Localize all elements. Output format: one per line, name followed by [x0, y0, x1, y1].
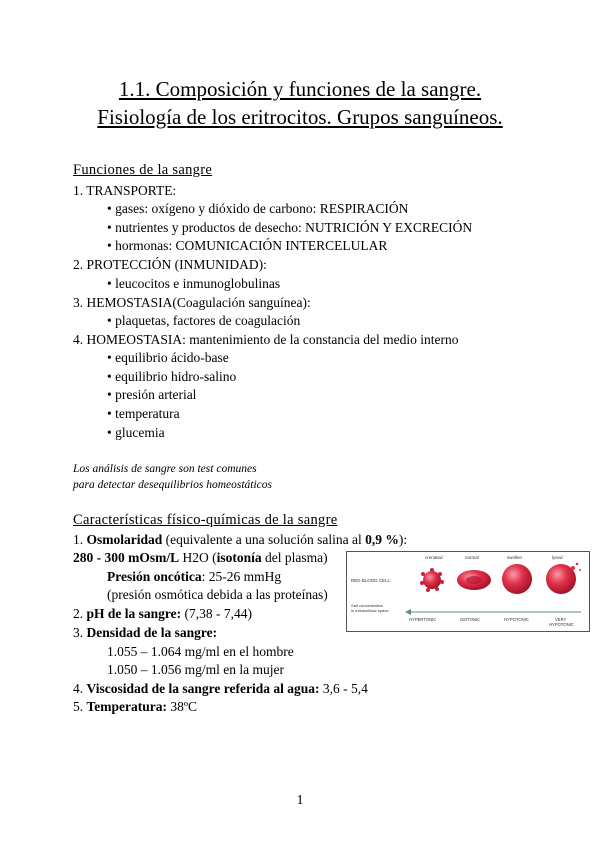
arrow-label-1: Salt concentration: [351, 603, 384, 608]
osmolaridad-label: Osmolaridad: [86, 532, 163, 547]
bullet-hormonas: • hormonas: COMUNICACIÓN INTERCELULAR: [107, 238, 388, 253]
ph-line: 2. pH de la sangre: (7,38 - 7,44): [73, 606, 253, 621]
item-proteccion: 2. PROTECCIÓN (INMUNIDAD):: [73, 257, 267, 272]
item-homeostasia: 4. HOMEOSTASIA: mantenimiento de la constancia del medio interno: [73, 332, 459, 347]
state-label-normal: normal: [465, 555, 479, 560]
tonicity-hypertonic: HYPERTONIC: [409, 617, 437, 622]
page-number: 1: [296, 793, 304, 808]
tonicity-very: VERY: [555, 617, 567, 622]
note-line-1: Los análisis de sangre son test comunes: [73, 463, 257, 475]
swollen-cell-icon: [502, 564, 532, 594]
crenated-cell-icon: [420, 568, 444, 592]
tonicity-hypotonic: HYPOTONIC: [504, 617, 529, 622]
bullet-acido-base: • equilibrio ácido-base: [107, 350, 229, 365]
presion-oncotica-line: Presión oncótica: 25-26 mmHg: [107, 569, 282, 584]
densidad-line: 3. Densidad de la sangre:: [73, 625, 218, 640]
arrow-label-2: in extracellular space: [351, 608, 389, 613]
bullet-plaquetas: • plaquetas, factores de coagulación: [107, 313, 301, 328]
bullet-glucemia: • glucemia: [107, 425, 165, 440]
bullet-gases: • gases: oxígeno y dióxido de carbono: RESPIRACIÓN: [107, 201, 409, 216]
note-line-2: para detectar desequilibrios homeostáticos: [73, 479, 272, 491]
bullet-temperatura: • temperatura: [107, 406, 180, 421]
section-heading-caracteristicas: Características físico-químicas de la sangre: [73, 512, 338, 528]
item-transporte: 1. TRANSPORTE:: [73, 183, 177, 198]
salt-gradient-arrowhead-icon: [405, 609, 411, 615]
red-blood-cell-tonicity-figure: [346, 551, 590, 632]
section-heading-funciones: Funciones de la sangre: [73, 162, 213, 178]
row-label-red-blood-cell: RED BLOOD CELL:: [351, 578, 392, 583]
temperatura-line: 5. Temperatura: 38ºC: [73, 699, 198, 714]
state-label-lysed: lysed: [552, 555, 563, 560]
state-label-crenated: crenated: [425, 555, 443, 560]
bullet-leucocitos: • leucocitos e inmunoglobulinas: [107, 276, 281, 291]
bullet-hidro-salino: • equilibrio hidro-salino: [107, 369, 237, 384]
bullet-nutrientes: • nutrientes y productos de desecho: NUTRICIÓN Y EXCRECIÓN: [107, 220, 473, 235]
state-label-swollen: swollen: [507, 555, 523, 560]
lysed-cell-icon: [546, 563, 581, 594]
densidad-mujer: 1.050 – 1.056 mg/ml en la mujer: [107, 662, 284, 677]
presion-oncotica-note: (presión osmótica debida a las proteínas): [107, 587, 328, 602]
item-hemostasia: 3. HEMOSTASIA(Coagulación sanguínea):: [73, 295, 311, 310]
viscosidad-line: 4. Viscosidad de la sangre referida al agua: 3,6 - 5,4: [73, 681, 368, 696]
osmolaridad-value-line: 280 - 300 mOsm/L H2O (isotonía del plasma): [73, 550, 328, 565]
tonicity-very-hypotonic: HYPOTONIC: [549, 622, 574, 627]
osmolaridad-line: 1. Osmolaridad (equivalente a una solución salina al 0,9 %):: [73, 532, 408, 547]
densidad-hombre: 1.055 – 1.064 mg/ml en el hombre: [107, 644, 294, 659]
bullet-presion-arterial: • presión arterial: [107, 387, 197, 402]
title-line-2: Fisiología de los eritrocitos. Grupos sanguíneos.: [97, 105, 503, 129]
title-line-1: 1.1. Composición y funciones de la sangre.: [118, 77, 482, 101]
tonicity-isotonic: ISOTONIC: [460, 617, 481, 622]
normal-cell-icon: [457, 570, 491, 590]
